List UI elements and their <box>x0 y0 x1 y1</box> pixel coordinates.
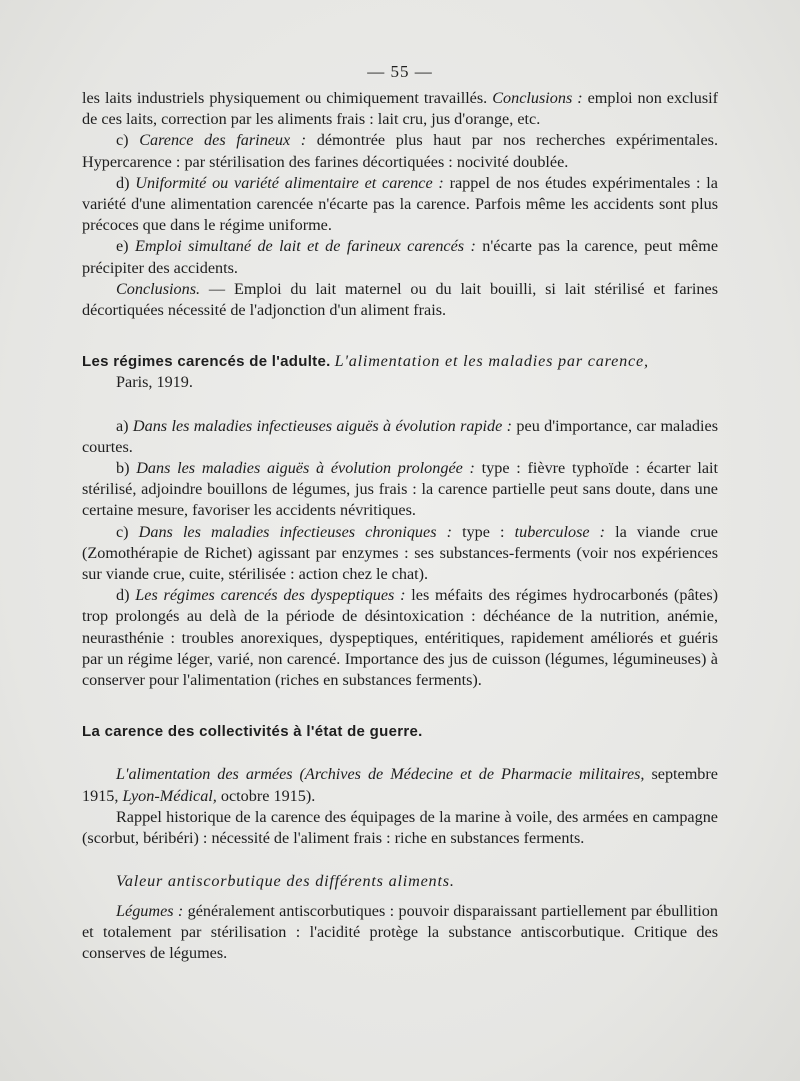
body-text <box>82 88 718 964</box>
item-b-evolution-prolongee: b) Dans les maladies aiguës à évolution prolongée : type : fièvre typhoïde : écarter lait stérilisé, adjoindre bouillons de légumes, jus frais : la carence partielle peut sans doute, dans une certaine mesure, favoriser les accidents névritiques. <box>82 459 718 520</box>
paragraph-conclusions: Conclusions. — Emploi du lait maternel ou du lait bouilli, si lait stérilisé et farines décortiquées nécessité de l'adjonction d'un aliment frais. <box>82 279 718 320</box>
reference-alimentation-armees: L'alimentation des armées (Archives de Médecine et de Pharmacie militaires, septembre 1915, Lyon-Médical, octobre 1915). <box>82 765 718 805</box>
subsection-heading-antiscorbutique: Valeur antiscorbutique des différents aliments. <box>116 872 455 891</box>
item-d-uniformite: d) Uniformité ou variété alimentaire et carence : rappel de nos études expérimentales : la variété d'une alimentation carencée n'écarte pas la carence. Parfois même les accidents sont plus précoces que dans le régime uniforme. <box>82 173 718 235</box>
item-e-emploi-simultane: e) Emploi simultané de lait et de farineux carencés : n'écarte pas la carence, peut même précipiter des accidents. <box>82 237 719 277</box>
section-heading: Les régimes carencés de l'adulte. <box>82 353 331 371</box>
section-heading-regimes-adulte: Les régimes carencés de l'adulte. L'alimentation et les maladies par carence, Paris, 1919. <box>82 352 649 392</box>
paragraph-laits-industriels: les laits industriels physiquement ou chimiquement travaillés. Conclusions : emploi non exclusif de ces laits, correction par les aliments frais : lait cru, jus d'orange, etc. <box>82 89 719 129</box>
conclusions-label: Conclusions : <box>492 89 583 107</box>
item-a-infectieuses-aigues: a) Dans les maladies infectieuses aiguës à évolution rapide : peu d'importance, car maladies courtes. <box>82 416 718 456</box>
section-heading-collectivites: La carence des collectivités à l'état de guerre. <box>82 723 423 741</box>
paragraph-rappel-historique: Rappel historique de la carence des équipages de la marine à voile, des armées en campagne (scorbut, béribéri) : nécessité de l'aliment frais : riche en substances ferments. <box>82 807 718 848</box>
page-number: — 55 — <box>367 62 433 81</box>
item-c-carence-farineux: c) Carence des farineux : démontrée plus haut par nos recherches expérimentales. Hypercarence : par stérilisation des farines décortiquées : nocivité doublée. <box>82 131 718 171</box>
item-d-dyspeptiques: d) Les régimes carencés des dyspeptiques : les méfaits des régimes hydrocarbonés (pâtes) trop prolongés au delà de la période de désintoxication : déchéance de la nutrition, anémie, neurasthénie : troubles anorexiques, dyspeptiques, entéritiques, rapidement améliorés et guéris par un régime léger, varié, non carencé. Importance des jus de cuisson (légumes, légumineuses) à conserver pour l'alimentation (riches en substances ferments). <box>82 586 719 690</box>
paragraph-legumes: Légumes : généralement antiscorbutiques : pouvoir disparaissant partiellement par ébullition et totalement par stérilisation : l'acidité protège la substance antiscorbutique. Critique des conserves de légumes. <box>82 901 718 962</box>
item-c-infectieuses-chroniques: c) Dans les maladies infectieuses chroniques : type : tuberculose : la viande crue (Zomothérapie de Richet) agissant par enzymes : ses substances-ferments (voir nos expériences sur viande crue, cuite, stérilisée : action chez le chat). <box>82 522 718 584</box>
